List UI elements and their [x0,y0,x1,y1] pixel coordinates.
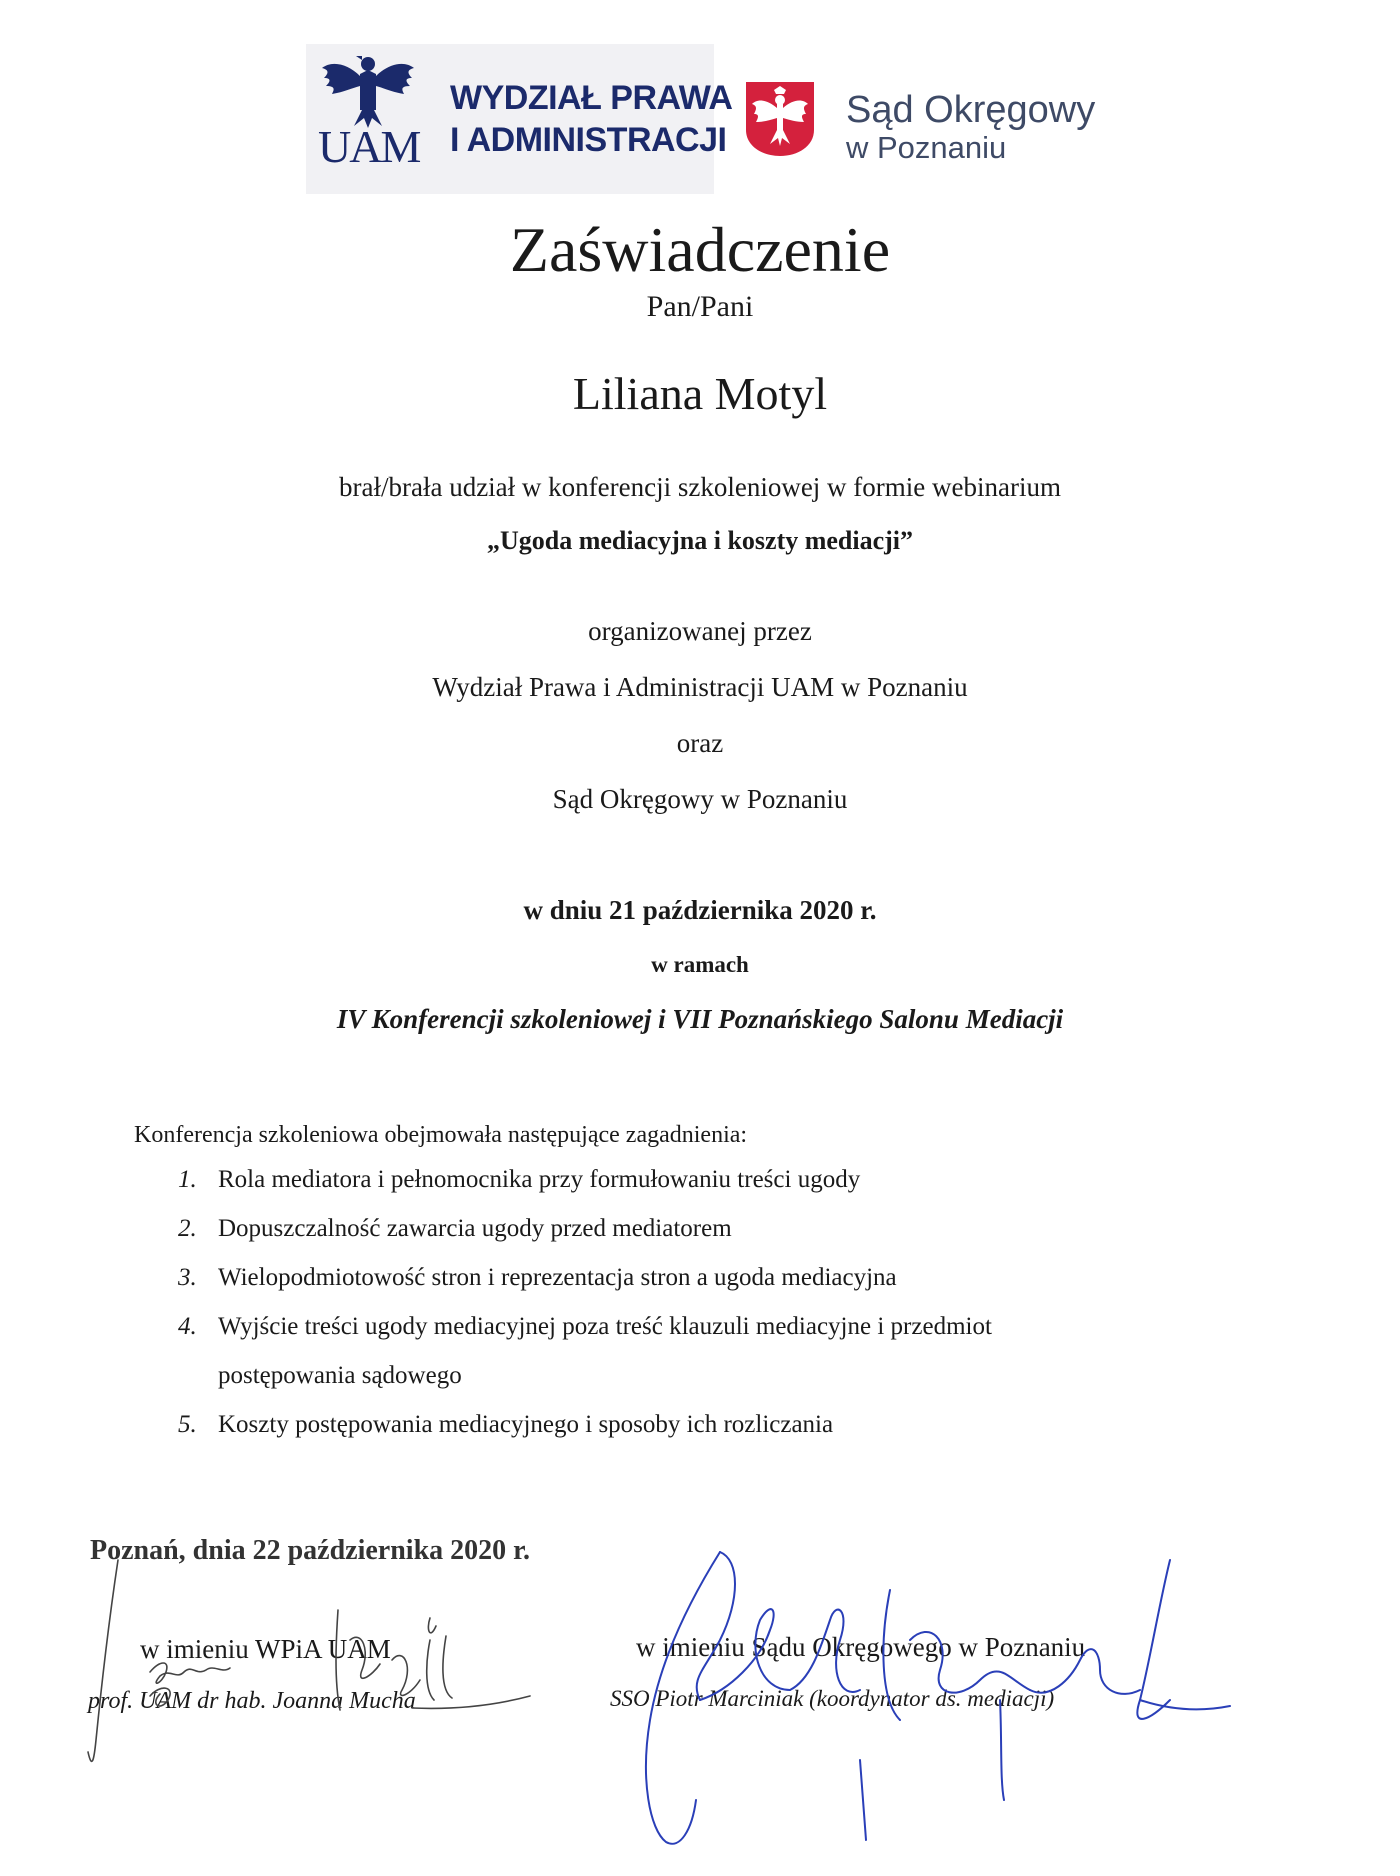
polish-eagle-emblem-icon [744,80,816,158]
place-and-date: Poznań, dnia 22 października 2020 r. [90,1535,531,1566]
list-item: Wyjście treści ugody mediacyjnej poza treść klauzuli mediacyjne i przedmiot [218,1313,992,1340]
list-item-continuation: postępowania sądowego [218,1362,462,1389]
certificate-title: Zaświadczenie [509,214,891,285]
uam-eagle-icon [318,50,418,130]
within-label: w ramach [651,952,749,977]
salutation: Pan/Pani [646,290,754,323]
list-item-number: 4. [178,1313,197,1340]
list-item: Koszty postępowania mediacyjnego i sposoby ich rozliczania [218,1411,834,1438]
faculty-name-line1: WYDZIAŁ PRAWA [450,79,733,117]
event-date: w dniu 21 października 2020 r. [523,895,877,925]
left-signatory-label: w imieniu WPiA UAM [140,1634,391,1664]
and-label: oraz [676,728,724,758]
uam-wordmark: UAM [318,121,420,172]
conference-name: IV Konferencji szkoleniowej i VII Poznańskiego Salonu Mediacji [336,1004,1064,1034]
list-item: Wielopodmiotowość stron i reprezentacja stron a ugoda mediacyjna [218,1264,897,1291]
list-item-number: 3. [178,1264,197,1291]
right-signatory-label: w imieniu Sądu Okręgowego w Poznaniu [636,1632,1086,1662]
list-item-number: 2. [178,1215,197,1242]
list-item: Rola mediatora i pełnomocnika przy formułowaniu treści ugody [218,1166,861,1193]
organizer-faculty: Wydział Prawa i Administracji UAM w Poznaniu [432,672,968,702]
organizer-court: Sąd Okręgowy w Poznaniu [552,784,848,814]
right-signatory-name: SSO Piotr Marciniak (koordynator ds. mediacji) [610,1686,1055,1711]
list-item: Dopuszczalność zawarcia ugody przed mediatorem [218,1215,732,1242]
left-signatory-name: prof. UAM dr hab. Joanna Mucha [88,1688,416,1714]
participant-name: Liliana Motyl [572,368,828,419]
organized-by-label: organizowanej przez [588,616,812,646]
participation-statement: brał/brała udział w konferencji szkoleniowej w formie webinarium [339,472,1061,502]
webinar-topic: „Ugoda mediacyjna i koszty mediacji” [486,526,914,555]
court-name-line1: Sąd Okręgowy [846,89,1096,131]
list-item-number: 5. [178,1411,197,1438]
court-name-line2: w Poznaniu [846,130,1007,165]
faculty-name-line2: I ADMINISTRACJI [450,121,727,159]
list-item-number: 1. [178,1166,197,1193]
topics-lead: Konferencja szkoleniowa obejmowała następujące zagadnienia: [134,1122,748,1148]
